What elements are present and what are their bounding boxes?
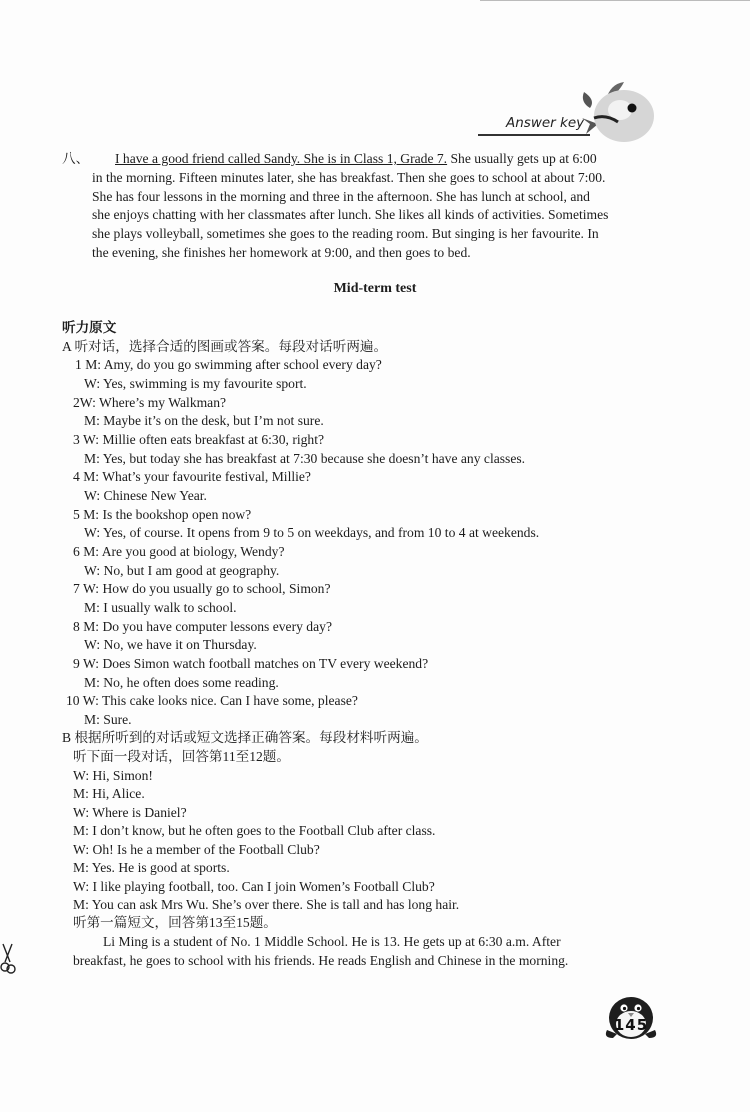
dialog-line: 7 W: How do you usually go to school, Simon? — [73, 581, 331, 596]
dialog-line: W: Yes, of course. It opens from 9 to 5 on weekdays, and from 10 to 4 at weekends. — [84, 525, 540, 540]
dialog-line: 1 M: Amy, do you go swimming after school every day? — [75, 357, 382, 372]
dialog-line: W: Hi, Simon! — [73, 768, 153, 783]
page-number: 145 — [613, 1016, 649, 1034]
dialog-line: W: I like playing football, too. Can I join Women’s Football Club? — [73, 879, 435, 894]
dialog-line: W: Yes, swimming is my favourite sport. — [84, 376, 307, 391]
part-b-instruction: B 根据所听到的对话或短文选择正确答案。每段材料听两遍。 — [62, 730, 428, 745]
part-a-instruction: A 听对话，选择合适的图画或答案。每段对话听两遍。 — [62, 339, 388, 354]
dialogue-intro: 听下面一段对话，回答第11至12题。 — [73, 749, 290, 764]
dialog-line: M: Yes. He is good at sports. — [73, 860, 230, 875]
section8-line: She has four lessons in the morning and three in the afternoon. She has lunch at school, and — [92, 189, 590, 204]
dialog-line: W: No, but I am good at geography. — [84, 563, 280, 578]
dialog-line: M: Maybe it’s on the desk, but I’m not sure. — [84, 413, 324, 428]
dialog-line: M: I usually walk to school. — [84, 600, 237, 615]
page-number-badge — [603, 994, 659, 1040]
dialog-line: M: Yes, but today she has breakfast at 7:30 because she doesn’t have any classes. — [84, 451, 526, 466]
dialog-line: 9 W: Does Simon watch football matches on TV every weekend? — [73, 656, 429, 671]
dialog-line: 5 M: Is the bookshop open now? — [73, 507, 252, 522]
section8-marker: 八、 — [62, 151, 90, 166]
dialog-line: M: Sure. — [84, 712, 132, 727]
section8-line: she enjoys chatting with her classmates after lunch. She likes all kinds of activities. Sometimes — [92, 207, 609, 222]
dialog-line: 10 W: This cake looks nice. Can I have some, please? — [66, 693, 358, 708]
dialog-line: 8 M: Do you have computer lessons every day? — [73, 619, 332, 634]
dialog-line: W: No, we have it on Thursday. — [84, 637, 257, 652]
section8-line1-rest: She usually gets up at 6:00 — [447, 151, 597, 166]
section8-line1 — [115, 150, 597, 168]
section8-line: in the morning. Fifteen minutes later, she has breakfast. Then she goes to school at about 7:00. — [92, 170, 606, 185]
answer-key-header — [478, 106, 718, 146]
fruit-icon — [576, 78, 660, 144]
dialog-line: M: I don’t know, but he often goes to the Football Club after class. — [73, 823, 436, 838]
dialog-line: M: You can ask Mrs Wu. She’s over there. She is tall and has long hair. — [73, 897, 460, 912]
section8-line: she plays volleyball, sometimes she goes to the reading room. But singing is her favourite. In — [92, 226, 599, 241]
dialog-line: W: Chinese New Year. — [84, 488, 207, 503]
listening-heading: 听力原文 — [62, 320, 117, 335]
dialog-line: W: Where is Daniel? — [73, 805, 187, 820]
dialog-line: 2W: Where’s my Walkman? — [73, 395, 227, 410]
dialog-line: M: No, he often does some reading. — [84, 675, 279, 690]
header-label: Answer key — [506, 115, 585, 131]
section8-underlined: I have a good friend called Sandy. She is in Class 1, Grade 7. — [115, 151, 448, 166]
section8-line: the evening, she finishes her homework at 9:00, and then goes to bed. — [92, 245, 471, 260]
dialog-line: 3 W: Millie often eats breakfast at 6:30, right? — [73, 432, 325, 447]
dialog-line: 6 M: Are you good at biology, Wendy? — [73, 544, 285, 559]
dialog-line: W: Oh! Is he a member of the Football Club? — [73, 842, 320, 857]
passage-line: Li Ming is a student of No. 1 Middle School. He is 13. He gets up at 6:30 a.m. After — [103, 934, 561, 949]
test-title: Mid-term test — [333, 281, 417, 296]
header-rule — [478, 134, 590, 136]
passage-intro: 听第一篇短文，回答第13至15题。 — [73, 915, 277, 930]
scissors-icon — [0, 942, 16, 976]
dialog-line: M: Hi, Alice. — [73, 786, 145, 801]
passage-line: breakfast, he goes to school with his friends. He reads English and Chinese in the morning. — [73, 953, 569, 968]
top-rule — [480, 0, 750, 1]
dialog-line: 4 M: What’s your favourite festival, Millie? — [73, 469, 311, 484]
